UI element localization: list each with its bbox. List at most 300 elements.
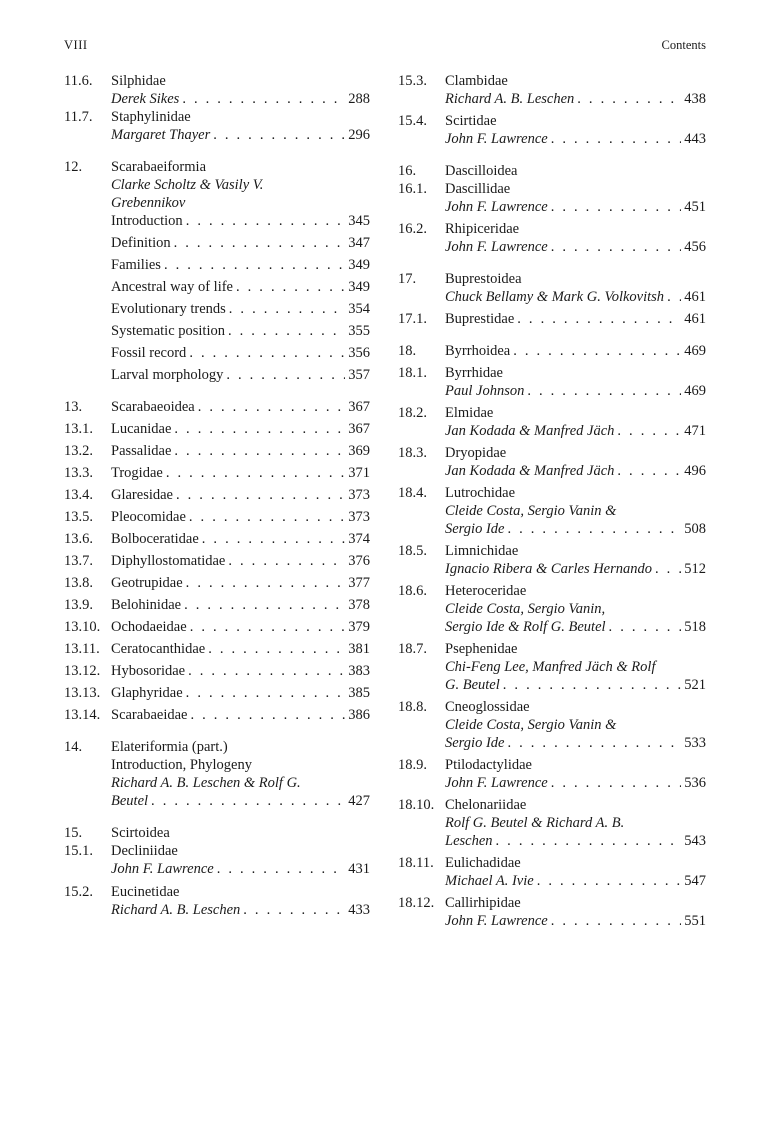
toc-entry	[398, 894, 706, 930]
toc-title-line	[111, 420, 370, 438]
toc-page-number: 378	[348, 597, 370, 613]
toc-leader-dots	[551, 238, 682, 256]
toc-leader-dots	[188, 662, 345, 680]
toc-author: John F. Lawrence	[445, 131, 548, 147]
toc-title: Introduction, Phylogeny	[111, 757, 252, 773]
toc-title-line	[445, 270, 706, 288]
toc-title-line	[445, 310, 706, 328]
toc-title-line	[445, 404, 706, 422]
toc-title-line	[111, 508, 370, 526]
toc-page-number: 461	[684, 289, 706, 305]
toc-entry-number: 13.12.	[64, 663, 101, 679]
toc-leader-dots	[609, 618, 682, 636]
toc-title-line	[111, 756, 370, 774]
toc-title: Decliniidae	[111, 843, 178, 859]
toc-page-number: 547	[684, 873, 706, 889]
toc-page-number: 288	[348, 91, 370, 107]
toc-leader-dots	[186, 684, 346, 702]
toc-title-line	[445, 484, 706, 502]
toc-title: Silphidae	[111, 73, 166, 89]
toc-author: Richard A. B. Leschen & Rolf G.	[111, 775, 301, 791]
toc-entry	[64, 640, 370, 658]
toc-page-number: 431	[348, 861, 370, 877]
toc-author: Richard A. B. Leschen	[445, 91, 575, 107]
toc-title: Scirtoidea	[111, 825, 170, 841]
toc-title-line	[111, 278, 370, 296]
toc-leader-dots	[213, 126, 345, 144]
toc-title: Buprestidae	[445, 311, 515, 327]
toc-author-line	[445, 502, 706, 520]
toc-author: Leschen	[445, 833, 493, 849]
toc-entry-number: 18.7.	[398, 641, 427, 657]
toc-author: John F. Lawrence	[445, 775, 548, 791]
toc-title: Scarabaeidae	[111, 707, 188, 723]
toc-leader-dots	[228, 322, 345, 340]
toc-title-line	[445, 582, 706, 600]
toc-entry-number: 14.	[64, 739, 83, 755]
toc-title-line	[111, 398, 370, 416]
toc-title: Byrrhidae	[445, 365, 503, 381]
toc-leader-dots	[551, 774, 682, 792]
toc-author-line	[445, 734, 706, 752]
toc-author: Chi-Feng Lee, Manfred Jäch & Rolf	[445, 659, 656, 675]
toc-author-line	[111, 860, 370, 878]
toc-leader-dots	[184, 596, 345, 614]
toc-author-line	[445, 774, 706, 792]
toc-title-line	[111, 883, 370, 901]
toc-entry-number: 16.	[398, 163, 417, 179]
toc-leader-dots	[496, 832, 682, 850]
toc-entry	[398, 640, 706, 694]
toc-title-line	[111, 366, 370, 384]
toc-leader-dots	[229, 300, 345, 318]
toc-entry	[64, 442, 370, 460]
toc-page-number: 376	[348, 553, 370, 569]
toc-page-number: 374	[348, 531, 370, 547]
toc-entry	[64, 420, 370, 438]
toc-title-line	[111, 158, 370, 176]
toc-leader-dots	[243, 901, 345, 919]
toc-page-number: 386	[348, 707, 370, 723]
toc-author: Rolf G. Beutel & Richard A. B.	[445, 815, 625, 831]
toc-title-line	[111, 530, 370, 548]
toc-title: Hybosoridae	[111, 663, 186, 679]
toc-leader-dots	[617, 422, 681, 440]
toc-leader-dots	[202, 530, 345, 548]
toc-entry-number: 18.10.	[398, 797, 435, 813]
toc-entry-number: 13.1.	[64, 421, 93, 437]
toc-title: Lutrochidae	[445, 485, 516, 501]
toc-author-line	[445, 872, 706, 890]
toc-page-number: 451	[684, 199, 706, 215]
toc-entry-number: 16.2.	[398, 221, 427, 237]
toc-page-number: 373	[348, 509, 370, 525]
toc-leader-dots	[503, 676, 681, 694]
toc-entry	[398, 542, 706, 578]
toc-page-number: 433	[348, 902, 370, 918]
toc-leader-dots	[551, 912, 682, 930]
toc-entry	[398, 220, 706, 256]
toc-title: Rhipiceridae	[445, 221, 520, 237]
toc-entry	[64, 706, 370, 724]
page-header	[64, 38, 706, 58]
toc-page-number: 543	[684, 833, 706, 849]
toc-author: Sergio Ide	[445, 521, 505, 537]
toc-title-line	[111, 662, 370, 680]
toc-leader-dots	[551, 198, 682, 216]
toc-entry-number: 13.4.	[64, 487, 93, 503]
toc-entry	[64, 883, 370, 919]
toc-leader-dots	[189, 344, 345, 362]
toc-title-line	[445, 444, 706, 462]
toc-page-number: 521	[684, 677, 706, 693]
toc-entry	[64, 684, 370, 702]
toc-author-line	[445, 618, 706, 636]
toc-entry-number: 15.1.	[64, 843, 93, 859]
toc-title: Larval morphology	[111, 367, 224, 383]
toc-entry-number: 18.5.	[398, 543, 427, 559]
toc-author: Chuck Bellamy & Mark G. Volkovitsh	[445, 289, 665, 305]
toc-title: Limnichidae	[445, 543, 519, 559]
toc-page-number: 443	[684, 131, 706, 147]
toc-title-line	[111, 824, 370, 842]
toc-left-column	[64, 72, 370, 919]
toc-entry-number: 13.13.	[64, 685, 101, 701]
toc-leader-dots	[164, 256, 345, 274]
running-head: Contents	[661, 38, 706, 52]
toc-author-line	[111, 792, 370, 810]
toc-title-line	[111, 108, 370, 126]
toc-right-column	[398, 72, 706, 930]
toc-author-line	[111, 774, 370, 792]
toc-title-line	[111, 442, 370, 460]
toc-leader-dots	[182, 90, 345, 108]
toc-title: Passalidae	[111, 443, 172, 459]
toc-leader-dots	[517, 310, 681, 328]
toc-title: Cneoglossidae	[445, 699, 530, 715]
toc-title: Families	[111, 257, 161, 273]
toc-entry-number: 18.6.	[398, 583, 427, 599]
toc-leader-dots	[667, 288, 681, 306]
toc-author-line	[445, 130, 706, 148]
toc-page-number: 296	[348, 127, 370, 143]
toc-title: Fossil record	[111, 345, 187, 361]
toc-title: Introduction	[111, 213, 183, 229]
toc-page-number: 371	[348, 465, 370, 481]
toc-leader-dots	[166, 464, 345, 482]
toc-title: Dascillidae	[445, 181, 511, 197]
toc-entry	[398, 444, 706, 480]
toc-entry	[64, 398, 370, 416]
toc-entry	[64, 366, 370, 384]
toc-title-line	[111, 464, 370, 482]
toc-author: Ignacio Ribera & Carles Hernando	[445, 561, 653, 577]
toc-page-number: 355	[348, 323, 370, 339]
toc-title: Definition	[111, 235, 171, 251]
toc-author: Margaret Thayer	[111, 127, 211, 143]
toc-entry-number: 18.1.	[398, 365, 427, 381]
toc-page-number: 461	[684, 311, 706, 327]
toc-entry-number: 16.1.	[398, 181, 427, 197]
toc-title-line	[111, 486, 370, 504]
toc-leader-dots	[198, 398, 346, 416]
toc-page-number: 508	[684, 521, 706, 537]
toc-entry	[64, 108, 370, 144]
toc-entry-number: 13.10.	[64, 619, 101, 635]
toc-title-line	[111, 842, 370, 860]
toc-entry	[398, 112, 706, 148]
toc-author: Cleide Costa, Sergio Vanin,	[445, 601, 606, 617]
toc-author: Sergio Ide & Rolf G. Beutel	[445, 619, 606, 635]
toc-page-number: 551	[684, 913, 706, 929]
toc-entry	[64, 464, 370, 482]
toc-author-line	[111, 126, 370, 144]
toc-title: Psephenidae	[445, 641, 518, 657]
toc-title: Lucanidae	[111, 421, 172, 437]
toc-entry	[398, 310, 706, 328]
toc-entry	[64, 278, 370, 296]
toc-page-number: 438	[684, 91, 706, 107]
toc-title-line	[445, 220, 706, 238]
toc-author-line	[445, 912, 706, 930]
toc-title-line	[445, 180, 706, 198]
toc-leader-dots	[537, 872, 682, 890]
toc-title: Byrrhoidea	[445, 343, 511, 359]
toc-title-line	[111, 552, 370, 570]
toc-title-line	[445, 72, 706, 90]
toc-leader-dots	[151, 792, 345, 810]
toc-leader-dots	[617, 462, 681, 480]
toc-page-number: 357	[348, 367, 370, 383]
toc-leader-dots	[186, 212, 346, 230]
toc-title-line	[111, 640, 370, 658]
toc-title: Chelonariidae	[445, 797, 527, 813]
toc-entry	[64, 256, 370, 274]
toc-title: Callirhipidae	[445, 895, 521, 911]
toc-entry-number: 18.2.	[398, 405, 427, 421]
toc-leader-dots	[551, 130, 682, 148]
toc-page-number: 471	[684, 423, 706, 439]
toc-author-line	[445, 560, 706, 578]
toc-title-line	[111, 344, 370, 362]
toc-entry	[398, 484, 706, 538]
toc-author: Grebennikov	[111, 195, 186, 211]
toc-page-number: 379	[348, 619, 370, 635]
toc-entry	[64, 300, 370, 318]
toc-title: Eucinetidae	[111, 884, 180, 900]
toc-author-line	[445, 832, 706, 850]
toc-title-line	[111, 72, 370, 90]
toc-author-line	[445, 600, 706, 618]
toc-title-line	[445, 364, 706, 382]
toc-title: Elmidae	[445, 405, 494, 421]
toc-leader-dots	[190, 706, 345, 724]
toc-entry-number: 13.9.	[64, 597, 93, 613]
toc-page-number: 469	[684, 383, 706, 399]
toc-page-number: 533	[684, 735, 706, 751]
toc-author-line	[445, 814, 706, 832]
toc-entry	[398, 270, 706, 306]
toc-entry-number: 12.	[64, 159, 83, 175]
toc-title: Bolboceratidae	[111, 531, 199, 547]
toc-author-line	[445, 676, 706, 694]
toc-entry	[64, 486, 370, 504]
toc-title: Scarabaeiformia	[111, 159, 207, 175]
toc-author-line	[445, 716, 706, 734]
toc-page-number: 349	[348, 279, 370, 295]
toc-entry-number: 18.	[398, 343, 417, 359]
toc-page-number: 383	[348, 663, 370, 679]
toc-entry	[64, 530, 370, 548]
toc-title-line	[111, 574, 370, 592]
toc-entry	[64, 234, 370, 252]
toc-entry-number: 17.	[398, 271, 417, 287]
toc-author-line	[111, 901, 370, 919]
toc-entry	[64, 158, 370, 230]
toc-entry-number: 15.3.	[398, 73, 427, 89]
toc-author-line	[445, 238, 706, 256]
toc-title: Glaresidae	[111, 487, 173, 503]
toc-title-line	[445, 894, 706, 912]
toc-author-line	[111, 194, 370, 212]
toc-page-number: 367	[348, 421, 370, 437]
toc-leader-dots	[190, 618, 346, 636]
toc-entry-number: 13.2.	[64, 443, 93, 459]
toc-author: John F. Lawrence	[445, 913, 548, 929]
toc-leader-dots	[507, 734, 681, 752]
toc-entry	[64, 552, 370, 570]
toc-title-line	[445, 756, 706, 774]
toc-entry	[398, 582, 706, 636]
toc-entry	[64, 596, 370, 614]
toc-entry	[64, 322, 370, 340]
toc-author-line	[445, 658, 706, 676]
toc-entry	[398, 854, 706, 890]
toc-author: John F. Lawrence	[445, 199, 548, 215]
toc-leader-dots	[513, 342, 681, 360]
toc-title-line	[111, 684, 370, 702]
toc-page-number: 367	[348, 399, 370, 415]
toc-leader-dots	[189, 508, 345, 526]
toc-title: Diphyllostomatidae	[111, 553, 226, 569]
toc-title: Ancestral way of life	[111, 279, 233, 295]
toc-title-line	[445, 796, 706, 814]
toc-leader-dots	[208, 640, 345, 658]
toc-author: Derek Sikes	[111, 91, 180, 107]
toc-leader-dots	[655, 560, 681, 578]
toc-title-line	[445, 162, 706, 180]
toc-title-line	[445, 342, 706, 360]
toc-entry	[398, 364, 706, 400]
toc-entry	[398, 756, 706, 792]
toc-entry	[64, 72, 370, 108]
toc-title: Pleocomidae	[111, 509, 186, 525]
toc-entry-number: 13.5.	[64, 509, 93, 525]
toc-entry-number: 17.1.	[398, 311, 427, 327]
toc-title: Dascilloidea	[445, 163, 518, 179]
toc-leader-dots	[236, 278, 345, 296]
toc-title: Belohinidae	[111, 597, 182, 613]
toc-author: Michael A. Ivie	[445, 873, 534, 889]
toc-title: Ochodaeidae	[111, 619, 187, 635]
toc-entry-number: 18.12.	[398, 895, 435, 911]
toc-title-line	[111, 212, 370, 230]
toc-author-line	[445, 198, 706, 216]
toc-page-number: 469	[684, 343, 706, 359]
toc-author: Paul Johnson	[445, 383, 525, 399]
toc-title-line	[111, 596, 370, 614]
toc-author: John F. Lawrence	[111, 861, 214, 877]
toc-entry-number: 11.6.	[64, 73, 93, 89]
toc-author-line	[111, 90, 370, 108]
toc-title: Buprestoidea	[445, 271, 522, 287]
toc-leader-dots	[176, 486, 345, 504]
toc-entry-number: 13.8.	[64, 575, 93, 591]
toc-leader-dots	[186, 574, 346, 592]
toc-author: Jan Kodada & Manfred Jäch	[445, 423, 615, 439]
toc-entry-number: 13.3.	[64, 465, 93, 481]
toc-title-line	[445, 112, 706, 130]
toc-author-line	[445, 462, 706, 480]
toc-page-number: 369	[348, 443, 370, 459]
toc-entry	[398, 72, 706, 108]
toc-title: Heteroceridae	[445, 583, 527, 599]
toc-page-number: 381	[348, 641, 370, 657]
toc-entry	[64, 508, 370, 526]
toc-title: Systematic position	[111, 323, 225, 339]
toc-author-line	[445, 382, 706, 400]
toc-leader-dots	[217, 860, 346, 878]
toc-title-line	[111, 256, 370, 274]
toc-author: Sergio Ide	[445, 735, 505, 751]
toc-page-number: 536	[684, 775, 706, 791]
toc-page-number: 456	[684, 239, 706, 255]
toc-page-number: 385	[348, 685, 370, 701]
toc-page-number: 349	[348, 257, 370, 273]
toc-entry	[64, 842, 370, 878]
toc-leader-dots	[577, 90, 681, 108]
toc-title: Elateriformia (part.)	[111, 739, 228, 755]
toc-author: Cleide Costa, Sergio Vanin &	[445, 503, 617, 519]
toc-entry-number: 15.	[64, 825, 83, 841]
toc-author-line	[445, 520, 706, 538]
toc-author-line	[445, 422, 706, 440]
toc-page-number: 512	[684, 561, 706, 577]
toc-entry-number: 18.9.	[398, 757, 427, 773]
toc-leader-dots	[527, 382, 681, 400]
toc-entry	[398, 342, 706, 360]
toc-entry	[64, 344, 370, 362]
toc-leader-dots	[174, 234, 346, 252]
toc-entry	[398, 404, 706, 440]
toc-title-line	[445, 640, 706, 658]
toc-entry	[64, 574, 370, 592]
toc-author-line	[445, 90, 706, 108]
toc-leader-dots	[174, 442, 345, 460]
toc-author: Cleide Costa, Sergio Vanin &	[445, 717, 617, 733]
toc-leader-dots	[174, 420, 345, 438]
toc-entry-number: 13.7.	[64, 553, 93, 569]
toc-entry-number: 18.4.	[398, 485, 427, 501]
toc-title-line	[445, 698, 706, 716]
toc-entry	[64, 738, 370, 810]
toc-entry	[64, 662, 370, 680]
toc-entry-number: 13.	[64, 399, 83, 415]
toc-page-number: 496	[684, 463, 706, 479]
toc-title-line	[111, 234, 370, 252]
toc-author: Beutel	[111, 793, 149, 809]
toc-title-line	[111, 738, 370, 756]
